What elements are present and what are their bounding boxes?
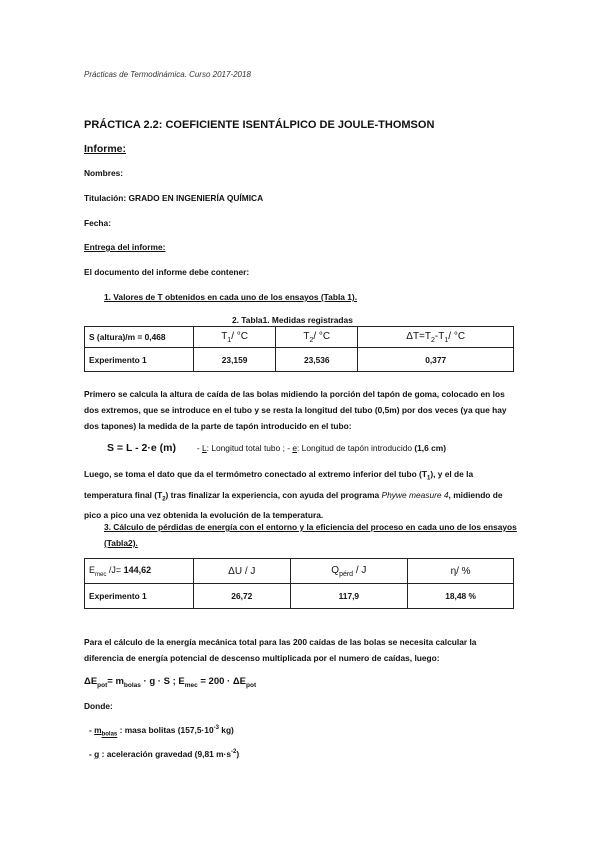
def1-symbol: m: [94, 725, 102, 735]
def2-text: : aceleración gravedad (9,81 m·s: [99, 749, 231, 759]
q-sub: pérd: [339, 570, 354, 578]
legend-dash: -: [196, 443, 202, 453]
document-title: PRÁCTICA 2.2: COEFICIENTE ISENTÁLPICO DE JOULE-THOMSON: [84, 119, 435, 131]
list-item-1: 1. Valores de T obtenidos en cada uno de los ensayos (Tabla 1).: [104, 292, 358, 302]
eq-c-sub: mec: [184, 681, 198, 689]
table1-header-s: S (altura)/m = 0,468: [85, 327, 194, 348]
list-item-3: 3. Cálculo de pérdidas de energía con el entorno y la eficiencia del proceso en cada uno de los ensayos (Tabla2).: [104, 522, 517, 548]
eq-b: = m: [107, 676, 124, 687]
entrega-heading: Entrega del informe:: [84, 242, 166, 252]
table-row: [85, 584, 514, 609]
formula-legend: [197, 443, 446, 453]
def1-text: : masa bolitas (157,5·10: [117, 725, 214, 735]
legend-l: L: [202, 443, 207, 453]
emec-sub: mec: [95, 571, 107, 578]
def2-symbol: g: [94, 749, 100, 759]
legend-e-value: (1,6 cm): [414, 443, 447, 453]
table2-header-q: [290, 559, 408, 584]
formula-main: S = L - 2·e (m): [107, 442, 176, 454]
definition-mass: [89, 725, 234, 738]
table2: [84, 558, 514, 609]
program-name: Phywe measure 4: [381, 489, 449, 500]
t2-symbol: T: [303, 330, 310, 342]
eq-b-sub: bolas: [123, 681, 141, 689]
emec-symbol: E: [89, 564, 96, 575]
def1-sub: bolas: [101, 731, 118, 738]
table1-header-t1: [194, 327, 276, 348]
page-header: Prácticas de Termodinámica. Curso 2017-2018: [84, 70, 251, 79]
paragraph-height: Primero se calcula la altura de caída de las bolas midiendo la porción del tapón de goma, colocado en los dos extremos, que se introduce en el tubo y se resta la longitud del tubo (0,5m) por dos veces (ya que hay dos tapones) la medida de la parte de tapón introducido en el tubo:: [84, 389, 507, 431]
donde-label: Donde:: [84, 701, 113, 711]
eq-d-sub: pot: [246, 681, 257, 689]
formula-height: [107, 442, 446, 454]
p2-b-sub: 2: [162, 496, 166, 503]
paragraph-energy: Para el cálculo de la energía mecánica total para las 200 caídas de las bolas se necesita calcular la diferencia de energía potencial de descenso multiplicada por el numero de caídas, luego:: [84, 637, 477, 663]
def2-end: ): [236, 749, 240, 759]
table2-cell-label: Experimento 1: [85, 584, 194, 609]
table1-cell-t1: 23,159: [194, 348, 276, 372]
energy-equation: [84, 676, 256, 689]
t2-sub: 2: [309, 336, 314, 344]
table2-header-row: [85, 559, 514, 584]
q-symbol: Q: [331, 564, 340, 576]
table2-cell-q: 117,9: [290, 584, 408, 609]
table1-caption: 2. Tabla1. Medidas registradas: [232, 315, 353, 325]
dt-sub2: 2: [431, 336, 435, 344]
document-intro: El documento del informe debe contener:: [84, 267, 250, 277]
table1: [84, 326, 514, 372]
informe-heading: Informe:: [84, 143, 126, 155]
p2-d: , midiendo de pico a pico una vez obtenida la evolución de la temperatura.: [84, 489, 503, 521]
table2-header-eta: η/ %: [408, 559, 514, 584]
table1-header-row: [85, 327, 514, 348]
table2-header-du: ΔU / J: [194, 559, 291, 584]
paragraph-temperature: [84, 466, 514, 523]
table1-cell-t2: 23,536: [276, 348, 358, 372]
dt-sub1: 1: [444, 336, 449, 344]
legend-l-text: : Longitud total tubo ; -: [206, 443, 293, 453]
def1-end: kg): [218, 725, 234, 735]
eq-c: · g · S ; E: [140, 676, 185, 687]
p2-a: Luego, se toma el dato que da el termómetro conectado al extremo inferior del tubo (T: [84, 469, 427, 479]
table1-cell-label: Experimento 1: [85, 348, 194, 372]
emec-value: 144,62: [123, 564, 152, 575]
table2-cell-du: 26,72: [194, 584, 291, 609]
q-unit: / J: [353, 564, 367, 576]
definition-gravity: [89, 749, 239, 759]
legend-e-text: : Longitud de tapón introducido: [297, 443, 415, 453]
nombres-field: Nombres:: [84, 168, 124, 178]
table1-header-dt: [358, 327, 514, 348]
table1-cell-dt: 0,377: [358, 348, 514, 372]
def1-exp: -3: [213, 725, 219, 732]
dt-unit: / °C: [448, 330, 466, 342]
p2-b: ), y el de la temperatura final (T: [84, 469, 474, 500]
legend-e: e: [292, 443, 298, 453]
emec-unit: /J=: [106, 564, 124, 575]
fecha-field: Fecha:: [84, 218, 111, 228]
p2-c: ) tras finalizar la experiencia, con ayuda del programa: [165, 489, 382, 500]
t1-unit: / °C: [231, 330, 248, 342]
def2-exp: -2: [231, 749, 237, 756]
def2-dash: -: [89, 749, 95, 759]
table-row: [85, 348, 514, 372]
table2-cell-eta: 18,48 %: [408, 584, 514, 609]
eq-a-sub: pot: [97, 681, 108, 689]
eq-a: ΔE: [84, 676, 98, 687]
table2-header-emec: [85, 559, 194, 584]
table1-header-t2: [276, 327, 358, 348]
p2-a-sub: 1: [426, 475, 431, 482]
t1-sub: 1: [227, 336, 232, 344]
def1-dash: -: [89, 725, 95, 735]
t2-unit: / °C: [313, 330, 331, 342]
t1-symbol: T: [221, 330, 228, 342]
dt-label: ΔT=T: [406, 330, 432, 342]
titulacion-field: Titulación: GRADO EN INGENIERÍA QUÍMICA: [84, 193, 264, 203]
eq-d: = 200 · ΔE: [197, 676, 247, 687]
dt-minus: -T: [434, 330, 445, 342]
